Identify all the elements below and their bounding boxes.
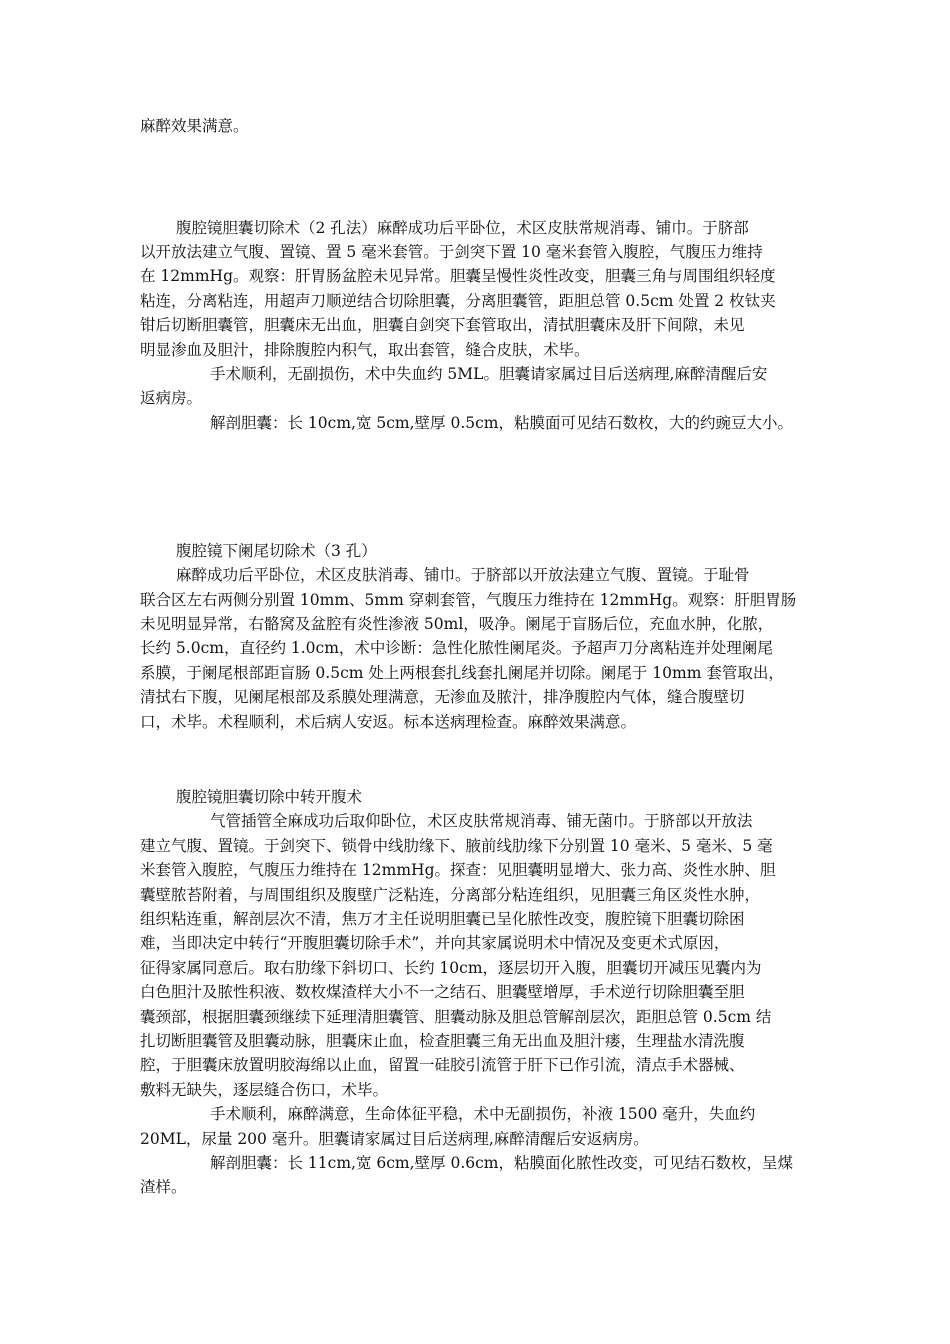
section2-line: 清拭右下腹，见阑尾根部及系膜处理满意，无渗血及脓汁，排净腹腔内气体，缝合腹壁切 [140, 688, 745, 706]
section3-title: 腹腔镜胆囊切除中转开腹术 [176, 788, 363, 806]
section3-line: 敷料无缺失，逐层缝合伤口，术毕。 [140, 1081, 389, 1099]
section3-line: 渣样。 [140, 1178, 187, 1196]
section3-line: 扎切断胆囊管及胆囊动脉，胆囊床止血，检查胆囊三角无出血及胆汁瘘，生理盐水清洗腹 [140, 1032, 745, 1050]
section2-line: 口，术毕。术程顺利，术后病人安返。标本送病理检查。麻醉效果满意。 [140, 713, 637, 731]
section2-line: 麻醉成功后平卧位，术区皮肤消毒、铺巾。于脐部以开放法建立气腹、置镜。于耻骨 [176, 566, 750, 584]
section1-line: 明显渗血及胆汁，排除腹腔内积气，取出套管，缝合皮肤，术毕。 [140, 341, 590, 359]
intro-line: 麻醉效果满意。 [140, 117, 249, 135]
section3-line: 难，当即决定中转行“开腹胆囊切除手术”，并向其家属说明术中情况及变更术式原因， [140, 934, 730, 952]
section3-line: 征得家属同意后。取右肋缘下斜切口、长约 10cm，逐层切开入腹，胆囊切开减压见囊内为 [140, 959, 762, 977]
section1-line: 以开放法建立气腹、置镜、置 5 毫米套管。于剑突下置 10 毫米套管入腹腔，气腹压力维持 [140, 243, 763, 261]
section3-line: 20ML，尿量 200 毫升。胆囊请家属过目后送病理,麻醉清醒后安返病房。 [140, 1130, 649, 1148]
section3-line: 囊壁脓苔附着，与周围组织及腹壁广泛粘连，分离部分粘连组织，见胆囊三角区炎性水肿， [140, 886, 761, 904]
section3-line: 白色胆汁及脓性积液、数枚煤渣样大小不一之结石、胆囊壁增厚，手术逆行切除胆囊至胆 [140, 983, 745, 1001]
section2-line: 联合区左右两侧分别置 10mm、5mm 穿刺套管，气腹压力维持在 12mmHg。观察：肝胆胃肠 [140, 591, 797, 609]
section1-line: 钳后切断胆囊管，胆囊床无出血，胆囊自剑突下套管取出，清拭胆囊床及肝下间隙，未见 [140, 316, 745, 334]
section1-line: 返病房。 [140, 389, 203, 407]
section3-line: 腔，于胆囊床放置明胶海绵以止血，留置一硅胶引流管于肝下已作引流，清点手术器械、 [140, 1056, 745, 1074]
section3-line: 手术顺利，麻醉满意，生命体征平稳，术中无副损伤，补液 1500 毫升，失血约 [210, 1105, 756, 1123]
section2-title: 腹腔镜下阑尾切除术（3 孔） [176, 542, 377, 560]
section1-line: 粘连，分离粘连，用超声刀顺逆结合切除胆囊，分离胆囊管，距胆总管 0.5cm 处置 2 枚钛夹 [140, 292, 776, 310]
section1-line: 手术顺利，无副损伤，术中失血约 5ML。胆囊请家属过目后送病理,麻醉清醒后安 [210, 365, 768, 383]
section3-line: 解剖胆囊：长 11cm,宽 6cm,壁厚 0.6cm，粘膜面化脓性改变，可见结石数枚，呈煤 [210, 1154, 794, 1172]
section1-line: 解剖胆囊：长 10cm,宽 5cm,壁厚 0.5cm，粘膜面可见结石数枚，大的约豌豆大小。 [210, 414, 794, 432]
section1-line: 在 12mmHg。观察：肝胃肠盆腔未见异常。胆囊呈慢性炎性改变，胆囊三角与周围组织轻度 [140, 267, 776, 285]
section3-line: 气管插管全麻成功后取仰卧位，术区皮肤常规消毒、铺无菌巾。于脐部以开放法 [210, 812, 753, 830]
section1-line: 腹腔镜胆囊切除术（2 孔法）麻醉成功后平卧位，术区皮肤常规消毒、铺巾。于脐部 [176, 219, 749, 237]
section3-line: 组织粘连重，解剖层次不清，焦万才主任说明胆囊已呈化脓性改变，腹腔镜下胆囊切除困 [140, 910, 745, 928]
section3-line: 米套管入腹腔，气腹压力维持在 12mmHg。探查：见胆囊明显增大、张力高、炎性水肿、胆 [140, 861, 776, 879]
section2-line: 长约 5.0cm，直径约 1.0cm，术中诊断：急性化脓性阑尾炎。予超声刀分离粘连并处理阑尾 [140, 639, 773, 657]
section2-line: 系膜，于阑尾根部距盲肠 0.5cm 处上两根套扎线套扎阑尾并切除。阑尾于 10mm 套管取出， [140, 664, 784, 682]
section2-line: 未见明显异常，右骼窝及盆腔有炎性渗液 50ml，吸净。阑尾于盲肠后位，充血水肿，化脓， [140, 615, 774, 633]
section3-line: 建立气腹、置镜。于剑突下、锁骨中线肋缘下、腋前线肋缘下分别置 10 毫米、5 毫米、5 毫 [140, 837, 773, 855]
section3-line: 囊颈部，根据胆囊颈继续下延理清胆囊管、胆囊动脉及胆总管解剖层次，距胆总管 0.5cm 结 [140, 1008, 772, 1026]
